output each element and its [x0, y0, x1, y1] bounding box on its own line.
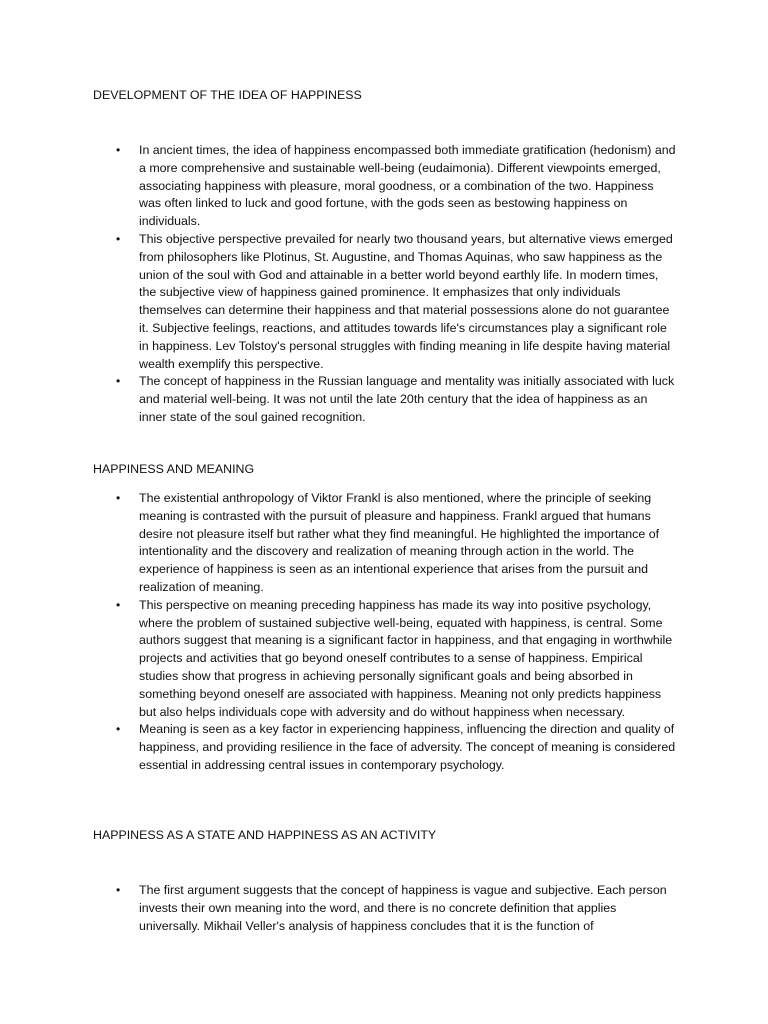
list-item	[116, 373, 676, 426]
section-heading-meaning: HAPPINESS AND MEANING	[93, 462, 255, 476]
bullet-list-state-activity	[116, 882, 676, 935]
list-item	[116, 142, 676, 231]
list-item-text: The existential anthropology of Viktor Frankl is also mentioned, where the principle of seeking meaning is contrasted with the pursuit of pleasure and happiness. Frankl argued that humans desire not pleasure itself but rather what they find meaningful. He highlighted the importance of intentionality and the discovery and realization of meaning through action in the world. The experience of happiness is seen as an intentional experience that arises from the pursuit and realization of meaning.	[139, 491, 660, 594]
section-heading-development: DEVELOPMENT OF THE IDEA OF HAPPINESS	[93, 88, 362, 102]
bullet-icon: •	[116, 597, 121, 612]
list-item	[116, 597, 676, 722]
list-item-text: The concept of happiness in the Russian language and mentality was initially associated with luck and material well-being. It was not until the late 20th century that the idea of happiness as an inner state of the soul gained recognition.	[139, 374, 675, 424]
bullet-list-development	[116, 142, 676, 427]
list-item-text: Meaning is seen as a key factor in experiencing happiness, influencing the direction and quality of happiness, and providing resilience in the face of adversity. The concept of meaning is considered essential in addressing central issues in contemporary psychology.	[139, 722, 676, 772]
bullet-icon: •	[116, 374, 121, 389]
list-item-text: This objective perspective prevailed for nearly two thousand years, but alternative views emerged from philosophers like Plotinus, St. Augustine, and Thomas Aquinas, who saw happiness as the union of the soul with God and attainable in a better world beyond earthly life. In modern times, the subjective view of happiness gained prominence. It emphasizes that only individuals themselves can determine their happiness and that material possessions alone do not guarantee it. Subjective feelings, reactions, and attitudes towards life's circumstances play a significant role in happiness. Lev Tolstoy's personal struggles with finding meaning in life despite having material wealth exemplify this perspective.	[139, 231, 673, 371]
list-item	[116, 882, 676, 935]
bullet-icon: •	[116, 491, 121, 505]
list-item	[116, 490, 676, 597]
section-heading-state-activity: HAPPINESS AS A STATE AND HAPPINESS AS AN ACTIVITY	[93, 828, 437, 842]
list-item-text: The first argument suggests that the concept of happiness is vague and subjective. Each person invests their own meaning into the word, and there is no concrete definition that applies universally. Mikhail Veller's analysis of happiness concludes that it is the function of	[139, 883, 667, 933]
bullet-icon: •	[116, 143, 121, 157]
list-item-text: In ancient times, the idea of happiness encompassed both immediate gratification (hedonism) and a more comprehensive and sustainable well-being (eudaimonia). Different viewpoints emerged, associating happiness with pleasure, moral goodness, or a combination of the two. Happiness was often linked to luck and good fortune, with the gods seen as bestowing happiness on individuals.	[139, 143, 676, 229]
bullet-icon: •	[116, 231, 121, 246]
list-item	[116, 231, 676, 373]
list-item-text: This perspective on meaning preceding happiness has made its way into positive psychology, where the problem of sustained subjective well-being, equated with happiness, is central. Some authors suggest that meaning is a significant factor in happiness, and that engaging in worthwhile projects and activities that go beyond oneself contributes to a sense of happiness. Empirical studies show that progress in achieving personally significant goals and being absorbed in something beyond oneself are associated with happiness. Meaning not only predicts happiness but also helps individuals cope with adversity and do without happiness when necessary.	[139, 597, 673, 719]
bullet-list-meaning	[116, 490, 676, 775]
list-item	[116, 721, 676, 774]
bullet-icon: •	[116, 722, 121, 737]
bullet-icon: •	[116, 883, 121, 897]
